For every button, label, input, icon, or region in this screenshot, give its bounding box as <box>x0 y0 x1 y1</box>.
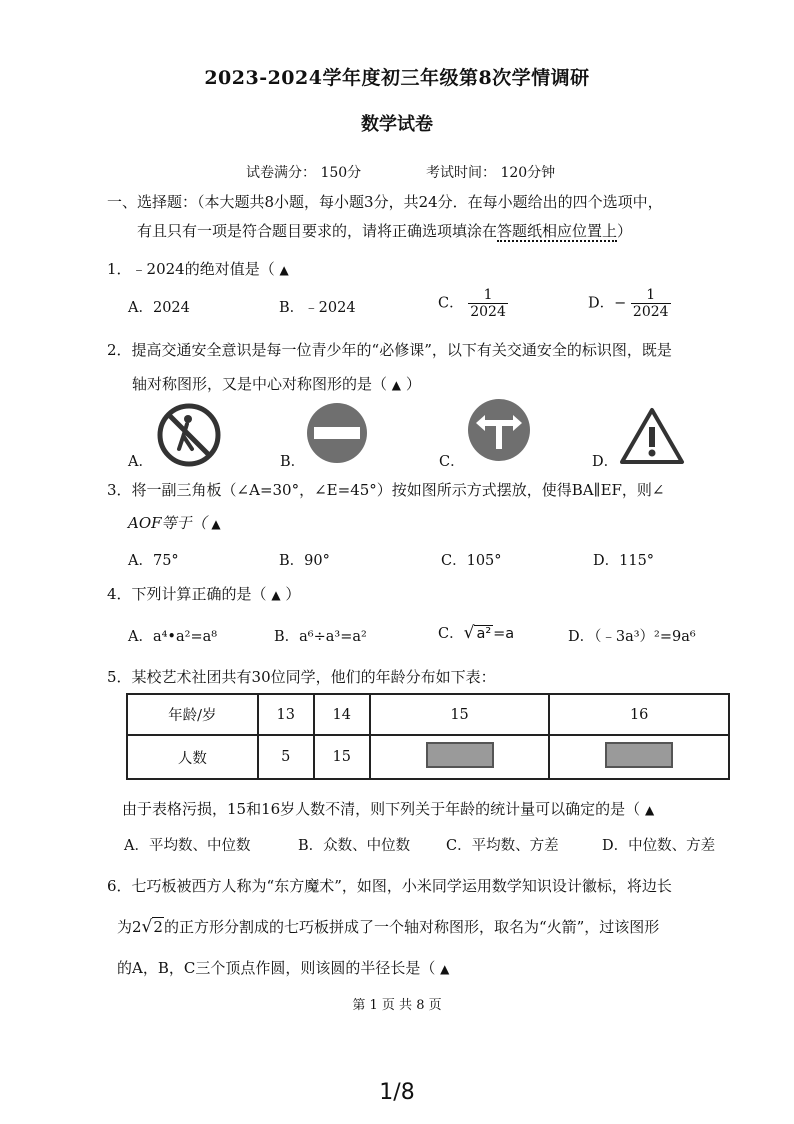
table-cell: 14 <box>314 694 370 735</box>
q3-option-b: B．90° <box>279 553 330 569</box>
exam-title: 2023-2024学年度初三年级第8次学情调研 <box>204 67 590 89</box>
question-text: ） <box>405 375 421 393</box>
q4-option-a: A．a⁴•a²=a⁸ <box>128 629 218 645</box>
page-footer: 第 1 页 共 8 页 <box>352 998 442 1013</box>
question-5-followup <box>122 798 654 819</box>
table-cell-smudged <box>370 735 550 779</box>
section1-heading-emphasis: 答题纸相应位置上 <box>497 222 618 240</box>
page-indicator: 1/8 <box>379 1080 415 1105</box>
score-value: 150分 <box>320 165 362 181</box>
question-text: 的A，B，C三个顶点作圆，则该圆的半径长是（ <box>117 959 436 977</box>
q4-option-b: B．a⁶÷a³=a² <box>274 629 367 645</box>
q5-option-a: A．平均数、中位数 <box>124 838 251 854</box>
q4-option-d: D．（﹣3a³）²=9a⁶ <box>568 629 696 645</box>
warning-triangle-icon <box>619 407 685 465</box>
section1-heading-line1: 一、选择题：（本大题共8小题，每小题3分，共24分．在每小题给出的四个选项中， <box>107 193 663 211</box>
time-label: 考试时间： <box>426 165 496 181</box>
age-distribution-table <box>126 693 730 780</box>
question-text: 由于表格污损，15和16岁人数不清，则下列关于年龄的统计量可以确定的是（ <box>122 800 641 818</box>
question-text: 轴对称图形，又是中心对称图形的是（ <box>132 375 388 393</box>
question-6-line1 <box>107 875 672 896</box>
q2-option-d-label: D． <box>592 454 619 470</box>
question-text: AOF等于（ <box>128 514 207 532</box>
option-label: D． <box>588 295 615 312</box>
table-cell: 5 <box>258 735 314 779</box>
time-value: 120分钟 <box>500 165 556 181</box>
question-text: 七巧板被西方人称为“东方魔术”，如图，小米同学运用数学知识设计徽标，将边长 <box>131 877 672 895</box>
option-label: C． <box>438 626 464 642</box>
q3-option-d: D．115° <box>593 553 655 569</box>
question-1-stem <box>107 258 289 279</box>
q1-option-c <box>438 287 508 320</box>
no-entry-sign-icon <box>305 401 369 465</box>
q3-option-a: A．75° <box>128 553 179 569</box>
minus-sign: − <box>614 295 627 312</box>
radicand: 2 <box>153 918 163 936</box>
question-5-stem <box>107 666 496 687</box>
question-text: 为2 <box>117 918 142 936</box>
fraction <box>631 287 671 320</box>
q1-option-a: A．2024 <box>128 300 190 316</box>
question-text: 下列计算正确的是（ <box>131 585 267 603</box>
answer-placeholder-icon: ▲ <box>279 263 289 277</box>
question-3-line2 <box>128 512 221 533</box>
answer-placeholder-icon: ▲ <box>211 517 221 531</box>
denominator: 2024 <box>470 304 506 320</box>
question-number: 2． <box>107 341 132 359</box>
question-6-line2 <box>117 916 659 937</box>
question-2-line1 <box>107 339 672 360</box>
table-cell: 年龄/岁 <box>127 694 258 735</box>
numerator: 1 <box>483 287 493 303</box>
sqrt-sign: √ <box>463 623 475 643</box>
table-cell: 人数 <box>127 735 258 779</box>
question-6-line3 <box>117 957 449 978</box>
turn-left-right-sign-icon <box>466 397 532 463</box>
question-3-line1 <box>107 479 665 500</box>
section1-heading-text: 有且只有一项是符合题目要求的，请将正确选项填涂在 <box>137 222 498 240</box>
numerator: 1 <box>646 287 656 303</box>
table-cell: 15 <box>314 735 370 779</box>
no-pedestrian-sign-icon <box>157 403 221 467</box>
answer-placeholder-icon: ▲ <box>391 378 402 392</box>
answer-placeholder-icon: ▲ <box>271 588 281 602</box>
question-text: ﹣2024的绝对值是（ <box>131 260 275 278</box>
score-info <box>246 162 361 182</box>
q2-option-c-label: C． <box>439 454 465 470</box>
question-text: 将一副三角板（∠A=30°，∠E=45°）按如图所示方式摆放，使得BA∥EF，则∠ <box>131 481 665 499</box>
option-text: =a <box>493 626 515 642</box>
question-2-line2 <box>132 373 421 394</box>
exam-subtitle: 数学试卷 <box>361 114 433 135</box>
table-row <box>127 735 729 779</box>
table-cell: 15 <box>370 694 550 735</box>
question-text: 提高交通安全意识是每一位青少年的“必修课”，以下有关交通安全的标识图，既是 <box>131 341 672 359</box>
question-number: 3． <box>107 481 132 499</box>
denominator: 2024 <box>632 304 669 320</box>
question-number: 5． <box>107 668 132 686</box>
table-cell-smudged <box>549 735 729 779</box>
q5-option-d: D．中位数、方差 <box>602 838 716 854</box>
q2-option-b-label: B． <box>280 454 306 470</box>
section1-heading-line2 <box>137 220 632 241</box>
radicand: a² <box>476 626 492 642</box>
question-4-stem <box>107 583 300 604</box>
section1-heading-close: ） <box>617 222 633 240</box>
q3-option-c: C．105° <box>441 553 502 569</box>
question-number: 4． <box>107 585 132 603</box>
answer-placeholder-icon: ▲ <box>440 962 450 976</box>
q5-option-b: B．众数、中位数 <box>298 838 411 854</box>
question-text: ） <box>285 585 301 603</box>
question-text: 的正方形分割成的七巧板拼成了一个轴对称图形，取名为“火箭”，过该图形 <box>163 918 660 936</box>
q4-option-c <box>438 622 514 643</box>
q5-option-c: C．平均数、方差 <box>446 838 559 854</box>
answer-placeholder-icon: ▲ <box>644 803 655 817</box>
question-text: 某校艺术社团共有30位同学，他们的年龄分布如下表： <box>131 668 496 686</box>
option-label: C． <box>438 295 464 312</box>
q1-option-b: B．﹣2024 <box>279 300 356 316</box>
q2-option-a-label: A． <box>128 454 153 470</box>
smudge-icon <box>605 742 673 768</box>
time-info <box>426 162 555 182</box>
sqrt-sign: √ <box>141 917 153 937</box>
table-cell: 13 <box>258 694 314 735</box>
smudge-icon <box>426 742 494 768</box>
table-row <box>127 694 729 735</box>
table-cell: 16 <box>549 694 729 735</box>
question-number: 1． <box>107 260 132 278</box>
q1-option-d <box>588 287 671 320</box>
question-number: 6． <box>107 877 132 895</box>
score-label: 试卷满分： <box>246 165 316 181</box>
fraction <box>468 287 508 320</box>
